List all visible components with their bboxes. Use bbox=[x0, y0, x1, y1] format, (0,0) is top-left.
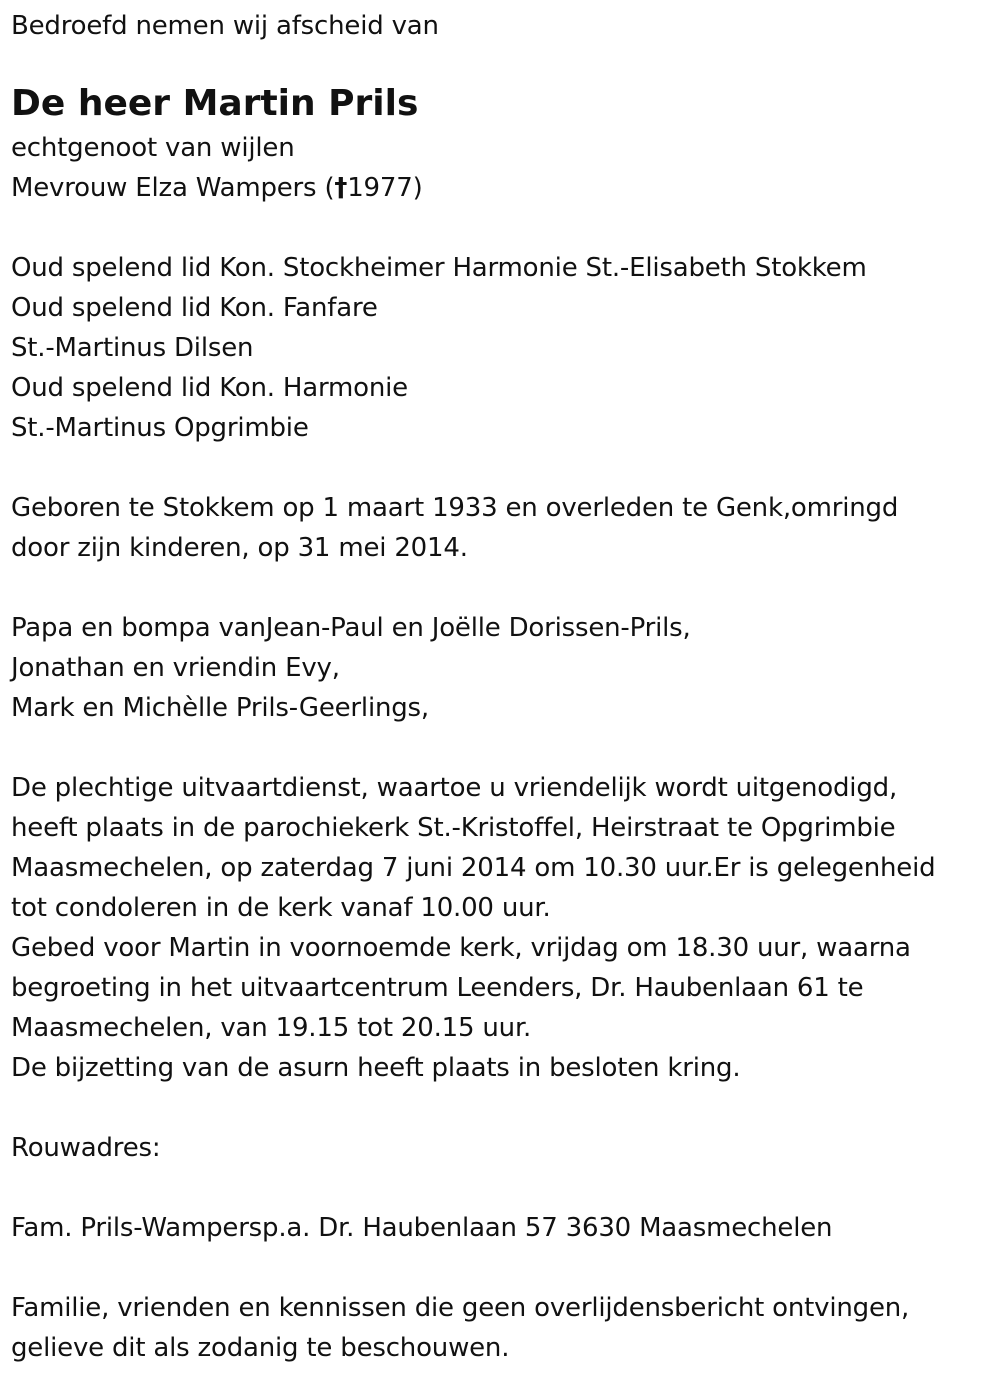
ceremony-block bbox=[11, 768, 991, 1088]
ceremony-line: begroeting in het uitvaartcentrum Leenders, Dr. Haubenlaan 61 te bbox=[11, 973, 864, 1003]
membership-line: St.-Martinus Dilsen bbox=[11, 333, 254, 363]
spouse-line bbox=[11, 168, 991, 208]
closing-line: gelieve dit als zodanig te beschouwen. bbox=[11, 1333, 510, 1363]
closing-block bbox=[11, 1288, 991, 1368]
address-label: Rouwadres: bbox=[11, 1133, 161, 1163]
obituary-notice bbox=[11, 6, 991, 1368]
cross-icon: † bbox=[334, 173, 348, 203]
spacer bbox=[11, 1168, 991, 1208]
family-line: Mark en Michèlle Prils-Geerlings, bbox=[11, 693, 429, 723]
spacer bbox=[11, 1088, 991, 1128]
closing-line: Familie, vrienden en kennissen die geen overlijdensbericht ontvingen, bbox=[11, 1293, 910, 1323]
membership-line: Oud spelend lid Kon. Harmonie bbox=[11, 373, 408, 403]
memberships-block bbox=[11, 248, 991, 448]
ceremony-line: Gebed voor Martin in voornoemde kerk, vrijdag om 18.30 uur, waarna bbox=[11, 933, 911, 963]
spouse-relation: echtgenoot van wijlen bbox=[11, 133, 295, 163]
ceremony-line: Maasmechelen, van 19.15 tot 20.15 uur. bbox=[11, 1013, 532, 1043]
membership-line: Oud spelend lid Kon. Fanfare bbox=[11, 293, 378, 323]
spacer bbox=[11, 1248, 991, 1288]
spacer bbox=[11, 208, 991, 248]
ceremony-line: tot condoleren in de kerk vanaf 10.00 uur. bbox=[11, 893, 551, 923]
ceremony-line: De bijzetting van de asurn heeft plaats in besloten kring. bbox=[11, 1053, 741, 1083]
ceremony-line: Maasmechelen, op zaterdag 7 juni 2014 om 10.30 uur.Er is gelegenheid bbox=[11, 853, 936, 883]
birth-line: door zijn kinderen, op 31 mei 2014. bbox=[11, 533, 468, 563]
deceased-name: De heer Martin Prils bbox=[11, 83, 419, 124]
family-line: Papa en bompa vanJean-Paul en Joëlle Dorissen-Prils, bbox=[11, 613, 691, 643]
family-line: Jonathan en vriendin Evy, bbox=[11, 653, 340, 683]
spacer bbox=[11, 448, 991, 488]
spacer bbox=[11, 728, 991, 768]
membership-line: St.-Martinus Opgrimbie bbox=[11, 413, 309, 443]
family-block bbox=[11, 608, 991, 728]
birth-block bbox=[11, 488, 991, 568]
address-value: Fam. Prils-Wampersp.a. Dr. Haubenlaan 57 3630 Maasmechelen bbox=[11, 1213, 833, 1243]
ceremony-line: heeft plaats in de parochiekerk St.-Kristoffel, Heirstraat te Opgrimbie bbox=[11, 813, 896, 843]
spouse-year: 1977) bbox=[347, 173, 423, 203]
membership-line: Oud spelend lid Kon. Stockheimer Harmonie St.-Elisabeth Stokkem bbox=[11, 253, 867, 283]
birth-line: Geboren te Stokkem op 1 maart 1933 en overleden te Genk,omringd bbox=[11, 493, 899, 523]
intro-text: Bedroefd nemen wij afscheid van bbox=[11, 11, 439, 41]
spacer bbox=[11, 568, 991, 608]
spouse-name: Mevrouw Elza Wampers ( bbox=[11, 173, 335, 203]
ceremony-line: De plechtige uitvaartdienst, waartoe u vriendelijk wordt uitgenodigd, bbox=[11, 773, 898, 803]
